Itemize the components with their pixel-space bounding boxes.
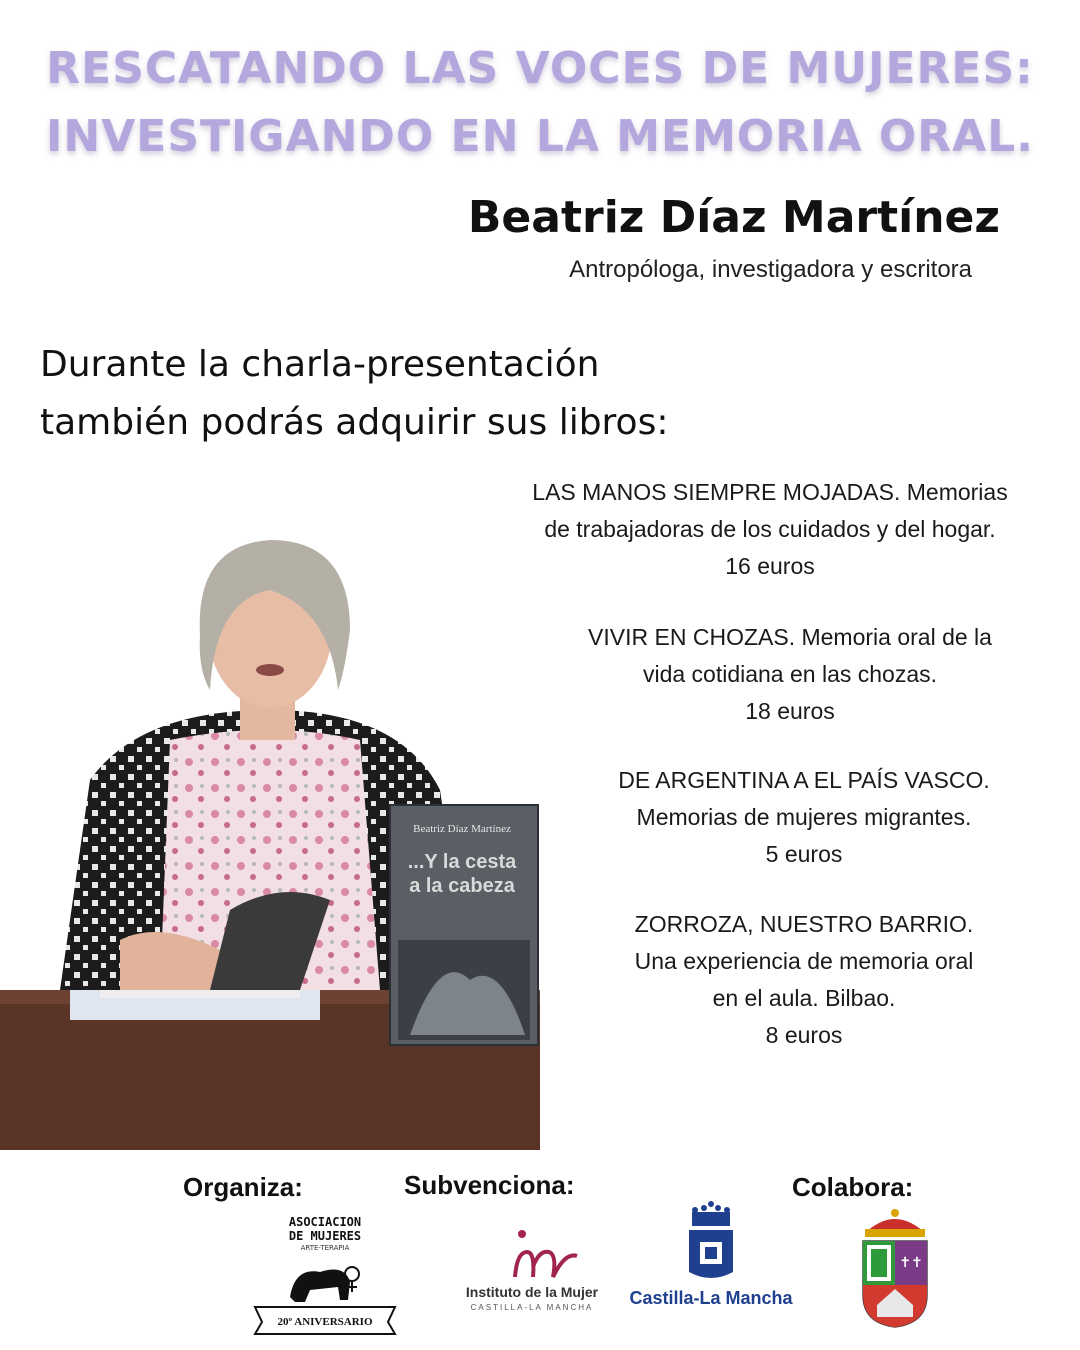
author-name: Beatriz Díaz Martínez	[467, 192, 1000, 243]
book-1-price: 16 euros	[725, 553, 815, 579]
book-cover-author: Beatriz Díaz Martínez	[413, 823, 511, 835]
book-cover	[390, 805, 538, 1045]
book-1	[490, 474, 1050, 585]
organiza-label: Organiza:	[183, 1172, 303, 1202]
book-4	[524, 906, 1080, 1054]
instituto-name: Instituto de la Mujer	[465, 1284, 599, 1300]
book-3-line-2: Memorias de mujeres migrantes.	[636, 804, 972, 830]
crown-icon	[865, 1209, 925, 1237]
book-1-line-2: de trabajadoras de los cuidados y del hogar.	[544, 516, 996, 542]
book-4-line-3: en el aula. Bilbao.	[712, 985, 896, 1011]
crown-icon	[692, 1201, 730, 1226]
intro-text	[40, 336, 760, 452]
book-2-line-2: vida cotidiana en las chozas.	[642, 661, 938, 687]
book-4-price: 8 euros	[765, 1022, 843, 1048]
book-2-price: 18 euros	[745, 698, 835, 724]
coat-of-arms-logo	[855, 1205, 935, 1330]
book-3-line-1: DE ARGENTINA A EL PAÍS VASCO.	[618, 767, 990, 793]
colabora-label: Colabora:	[792, 1172, 914, 1202]
book-3-price: 5 euros	[765, 841, 843, 867]
book-cover-title-2: a la cabeza	[409, 875, 515, 897]
title-line-2: INVESTIGANDO EN LA MEMORIA ORAL.	[46, 111, 1034, 162]
instituto-region: CASTILLA-LA MANCHA	[470, 1303, 594, 1312]
book-1-line-1: LAS MANOS SIEMPRE MOJADAS. Memorias	[532, 479, 1008, 505]
book-2	[510, 619, 1070, 730]
author-role: Antropóloga, investigadora y escritora	[569, 256, 972, 283]
book-2-line-1: VIVIR EN CHOZAS. Memoria oral de la	[588, 624, 992, 650]
book-4-line-1: ZORROZA, NUESTRO BARRIO.	[634, 911, 974, 937]
book-4-line-2: Una experiencia de memoria oral	[634, 948, 974, 974]
book-cover-title-1: ...Y la cesta	[407, 851, 517, 873]
asociacion-ribbon: 20º ANIVERSARIO	[277, 1316, 373, 1328]
asociacion-logo	[250, 1212, 400, 1337]
venus-icon	[345, 1267, 359, 1281]
asociacion-line-1: ASOCIACION	[288, 1215, 362, 1229]
title-line-1: RESCATANDO LAS VOCES DE MUJERES:	[46, 43, 1034, 94]
subvenciona-label: Subvenciona:	[404, 1170, 575, 1200]
author-photo	[0, 520, 540, 1150]
m-icon	[515, 1252, 577, 1277]
clm-logo	[625, 1200, 795, 1315]
intro-line-1: Durante la charla-presentación	[40, 344, 600, 385]
intro-line-2: también podrás adquirir sus libros:	[40, 402, 669, 443]
svg-text:✝✝: ✝✝	[899, 1255, 923, 1271]
animal-icon	[290, 1270, 350, 1302]
book-3	[524, 762, 1080, 873]
clm-name: Castilla-La Mancha	[629, 1288, 793, 1308]
asociacion-line-2: DE MUJERES	[288, 1229, 362, 1243]
instituto-mujer-logo	[455, 1222, 615, 1322]
asociacion-line-3: ARTE-TERAPIA	[300, 1244, 350, 1252]
